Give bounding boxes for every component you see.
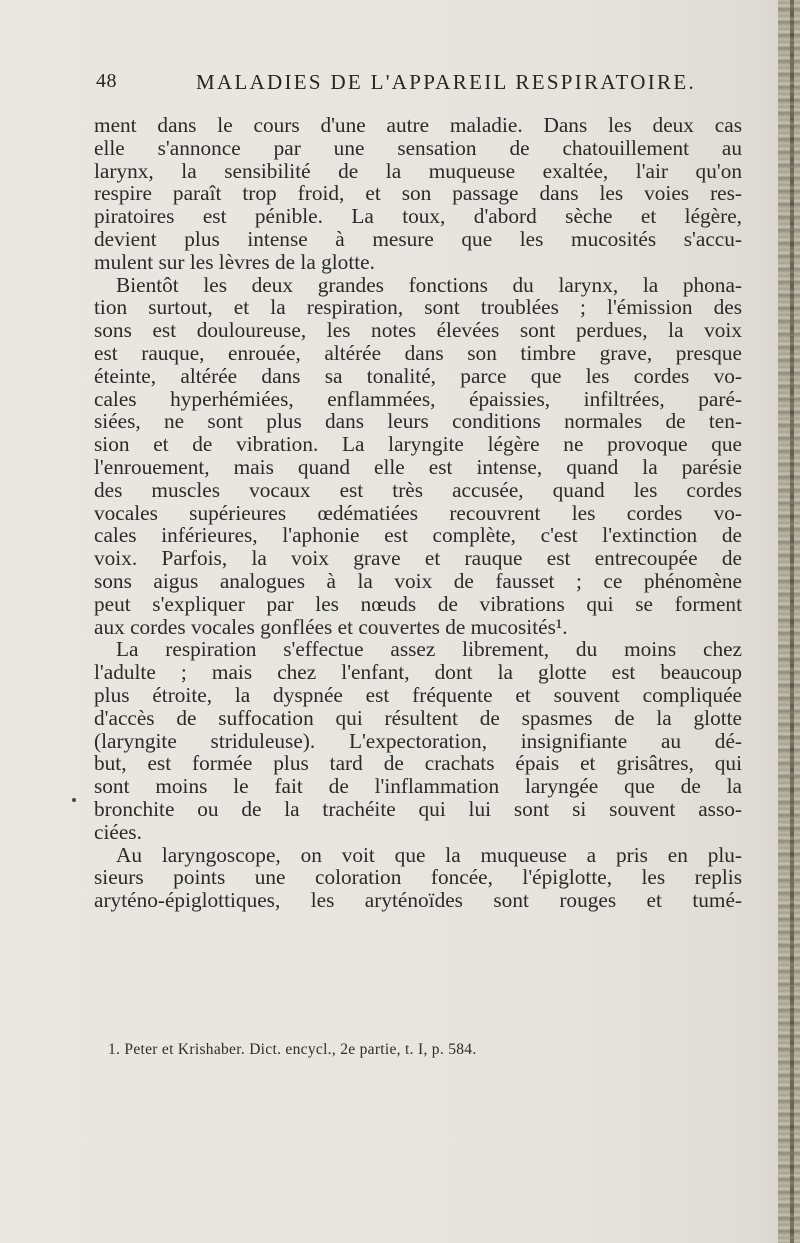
text-line: sion et de vibration. La laryngite légère ne provoque que bbox=[94, 432, 742, 457]
text-line: Au laryngoscope, on voit que la muqueuse a pris en plu- bbox=[116, 842, 742, 867]
text-line: peut s'expliquer par les nœuds de vibrations qui se forment bbox=[94, 591, 742, 616]
text-line: Bientôt les deux grandes fonctions du larynx, la phona- bbox=[116, 272, 742, 297]
paragraph bbox=[94, 274, 742, 639]
paragraph bbox=[94, 844, 742, 912]
running-head: MALADIES DE L'APPAREIL RESPIRATOIRE. bbox=[196, 70, 697, 94]
paragraph bbox=[94, 638, 742, 843]
text-line: cales inférieures, l'aphonie est complète, c'est l'extinction de bbox=[94, 523, 742, 548]
page-binding-shadow bbox=[790, 0, 794, 1243]
text-line: larynx, la sensibilité de la muqueuse exaltée, l'air qu'on bbox=[94, 158, 742, 183]
text-line: plus étroite, la dyspnée est fréquente et souvent compliquée bbox=[94, 682, 742, 707]
text-line: aux cordes vocales gonflées et couvertes de mucosités¹. bbox=[94, 614, 568, 639]
text-line: éteinte, altérée dans sa tonalité, parce que les cordes vo- bbox=[94, 363, 742, 388]
text-line: (laryngite striduleuse). L'expectoration, insignifiante au dé- bbox=[94, 728, 742, 753]
paragraph bbox=[94, 114, 742, 274]
text-line: l'adulte ; mais chez l'enfant, dont la glotte est beaucoup bbox=[94, 660, 742, 685]
text-line: sons aigus analogues à la voix de fausset ; ce phénomène bbox=[94, 568, 742, 593]
text-line: aryténo-épiglottiques, les aryténoïdes sont rouges et tumé- bbox=[94, 888, 742, 913]
text-line: ment dans le cours d'une autre maladie. Dans les deux cas bbox=[94, 113, 742, 137]
text-line: ciées. bbox=[94, 819, 142, 844]
text-line: siées, ne sont plus dans leurs conditions normales de ten- bbox=[94, 409, 742, 434]
text-line: La respiration s'effectue assez librement, du moins chez bbox=[116, 637, 742, 662]
text-line: respire paraît trop froid, et son passage dans les voies res- bbox=[94, 181, 742, 206]
page-number: 48 bbox=[96, 70, 117, 92]
text-line: devient plus intense à mesure que les mucosités s'accu- bbox=[94, 226, 742, 251]
ink-speck bbox=[72, 798, 76, 802]
footnote: 1. Peter et Krishaber. Dict. encycl., 2e partie, t. I, p. 584. bbox=[108, 1041, 477, 1058]
body-text bbox=[94, 114, 742, 912]
text-line: vocales supérieures œdématiées recouvrent les cordes vo- bbox=[94, 500, 742, 525]
text-line: sont moins le fait de l'inflammation laryngée que de la bbox=[94, 774, 742, 799]
text-line: d'accès de suffocation qui résultent de spasmes de la glotte bbox=[94, 705, 742, 730]
text-line: tion surtout, et la respiration, sont troublées ; l'émission des bbox=[94, 295, 742, 320]
text-line: but, est formée plus tard de crachats épais et grisâtres, qui bbox=[94, 751, 742, 776]
text-line: bronchite ou de la trachéite qui lui sont si souvent asso- bbox=[94, 796, 742, 821]
text-line: est rauque, enrouée, altérée dans son timbre grave, presque bbox=[94, 340, 742, 365]
text-line: des muscles vocaux est très accusée, quand les cordes bbox=[94, 477, 742, 502]
text-line: sieurs points une coloration foncée, l'épiglotte, les replis bbox=[94, 865, 742, 890]
page-header bbox=[96, 70, 736, 96]
text-line: l'enrouement, mais quand elle est intense, quand la parésie bbox=[94, 454, 742, 479]
text-line: elle s'annonce par une sensation de chatouillement au bbox=[94, 135, 742, 160]
page-edge bbox=[778, 0, 800, 1243]
text-line: mulent sur les lèvres de la glotte. bbox=[94, 249, 375, 274]
text-line: cales hyperhémiées, enflammées, épaissies, infiltrées, paré- bbox=[94, 386, 742, 411]
text-line: piratoires est pénible. La toux, d'abord sèche et légère, bbox=[94, 204, 742, 229]
text-line: sons est douloureuse, les notes élevées sont perdues, la voix bbox=[94, 318, 742, 343]
text-line: voix. Parfois, la voix grave et rauque est entrecoupée de bbox=[94, 546, 742, 571]
